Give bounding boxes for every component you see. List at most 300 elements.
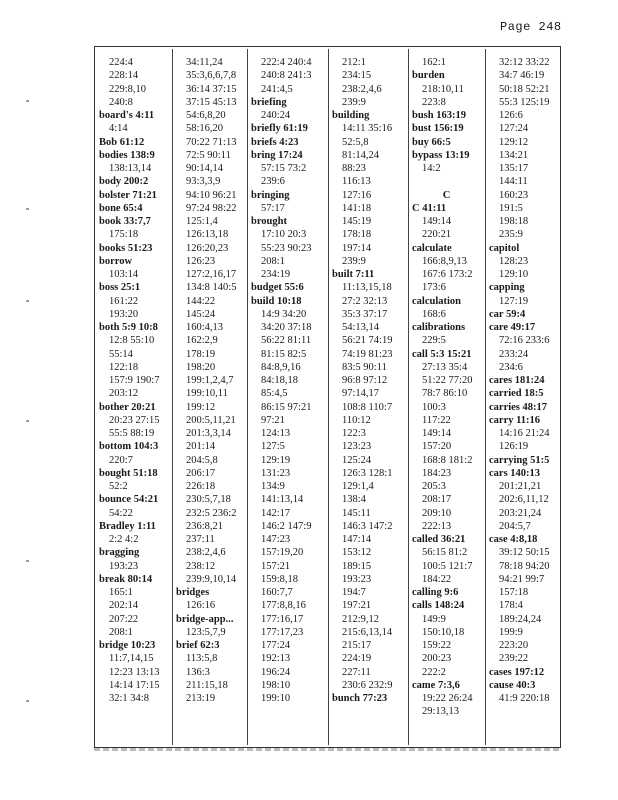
- index-reference: 208:1: [261, 255, 285, 267]
- index-reference: 232:5 236:2: [186, 507, 237, 519]
- index-reference: 85:4,5: [261, 388, 288, 400]
- index-reference: 12:8 55:10: [109, 335, 155, 347]
- index-reference: 209:10: [422, 507, 452, 519]
- index-reference: 198:18: [499, 216, 529, 227]
- index-reference: 208:1: [109, 626, 133, 638]
- index-reference: 213:19: [186, 693, 216, 704]
- index-reference: 165:1: [109, 587, 133, 598]
- index-frame: [94, 46, 561, 748]
- index-reference: 205:3: [422, 481, 446, 492]
- index-reference: 57:17: [261, 202, 285, 214]
- index-reference: 218:10,11: [422, 83, 464, 95]
- index-term: bridges: [176, 587, 210, 598]
- index-term: bypass 13:19: [412, 149, 470, 161]
- index-term: bodies 138:9: [99, 149, 155, 161]
- index-term: bunch 77:23: [332, 693, 388, 704]
- index-reference: 142:17: [261, 507, 291, 519]
- index-term: both 5:9 10:8: [99, 322, 158, 333]
- index-reference: 241:4,5: [261, 83, 293, 95]
- index-reference: 227:11: [342, 666, 371, 678]
- index-reference: 55:3 125:19: [499, 96, 550, 108]
- index-reference: 84:8,9,16: [261, 361, 301, 373]
- index-reference: 32:12 33:22: [499, 57, 550, 68]
- index-reference: 223:20: [499, 640, 529, 651]
- index-term: build 10:18: [251, 295, 302, 307]
- index-reference: 177:8,8,16: [261, 600, 306, 612]
- index-term: briefing: [251, 96, 287, 108]
- index-reference: 239:9: [342, 96, 366, 108]
- index-reference: 123:23: [342, 441, 372, 453]
- index-reference: 41:9 220:18: [499, 693, 550, 704]
- index-reference: 14:2: [422, 163, 441, 174]
- index-reference: 36:14 37:15: [186, 83, 237, 95]
- index-reference: 178:4: [499, 600, 523, 612]
- index-reference: 94:21 99:7: [499, 573, 545, 585]
- index-reference: 150:10,18: [422, 626, 465, 638]
- scan-speck: [26, 100, 29, 102]
- index-term: bother 20:21: [99, 401, 156, 413]
- index-term: book 33:7,7: [99, 216, 151, 227]
- index-reference: 184:23: [422, 467, 452, 479]
- index-reference: 160:23: [499, 189, 529, 201]
- index-reference: 37:15 45:13: [186, 96, 237, 108]
- index-term: bust 156:19: [412, 123, 464, 135]
- index-reference: 162:1: [422, 57, 446, 68]
- index-reference: 11:7,14,15: [109, 653, 154, 665]
- index-reference: 19:22 26:24: [422, 693, 473, 704]
- index-reference: 157:18: [499, 587, 529, 598]
- index-reference: 58:16,20: [186, 123, 224, 135]
- index-reference: 127:2,16,17: [186, 269, 237, 280]
- index-term: briefs 4:23: [251, 136, 299, 148]
- index-term: Bob 61:12: [99, 136, 145, 148]
- index-reference: 78:18 94:20: [499, 560, 550, 572]
- index-reference: 88:23: [342, 163, 366, 174]
- index-term: bush 163:19: [412, 110, 466, 121]
- index-reference: 149:9: [422, 613, 446, 625]
- index-reference: 161:22: [109, 295, 139, 307]
- index-term: Bradley 1:11: [99, 520, 156, 532]
- index-reference: 128:23: [499, 255, 529, 267]
- index-reference: 234:19: [261, 269, 291, 280]
- index-reference: 12:23 13:13: [109, 666, 160, 678]
- index-term: cause 40:3: [489, 679, 536, 691]
- index-reference: 201:3,3,14: [186, 428, 231, 439]
- index-reference: 199:12: [186, 401, 216, 413]
- index-term: calls 148:24: [412, 600, 465, 612]
- index-reference: 173:6: [422, 282, 446, 294]
- page-number: Page 248: [500, 20, 562, 34]
- index-reference: 93:3,3,9: [186, 176, 221, 188]
- index-reference: 136:3: [186, 666, 210, 678]
- index-term: capping: [489, 282, 525, 294]
- index-reference: 189:15: [342, 560, 372, 572]
- index-term: carries 48:17: [489, 401, 548, 413]
- index-reference: 110:12: [342, 414, 371, 426]
- index-term: bounce 54:21: [99, 494, 159, 506]
- index-term: called 36:21: [412, 534, 466, 545]
- index-reference: 167:6 173:2: [422, 269, 473, 280]
- index-reference: 124:13: [261, 428, 291, 439]
- index-reference: 127:24: [499, 123, 529, 135]
- index-reference: 126:6: [499, 110, 523, 121]
- index-term: bridge-app...: [176, 613, 234, 625]
- index-reference: 97:24 98:22: [186, 202, 237, 214]
- index-reference: 175:18: [109, 229, 139, 241]
- index-reference: 100:5 121:7: [422, 560, 473, 572]
- index-reference: 222:4 240:4: [261, 57, 312, 68]
- scan-speck: [26, 420, 29, 422]
- index-reference: 226:18: [186, 481, 216, 492]
- index-term: carried 18:5: [489, 388, 544, 400]
- index-term: case 4:8,18: [489, 534, 538, 545]
- index-reference: 90:14,14: [186, 163, 224, 174]
- index-term: brief 62:3: [176, 640, 220, 651]
- index-reference: 134:9: [261, 481, 285, 492]
- index-columns: [95, 47, 560, 747]
- index-reference: 239:9,10,14: [186, 573, 237, 585]
- index-term: call 5:3 15:21: [412, 348, 472, 360]
- index-reference: 240:24: [261, 110, 291, 121]
- index-reference: 135:17: [499, 163, 529, 174]
- index-term: bring 17:24: [251, 149, 303, 161]
- index-reference: 97:21: [261, 414, 285, 426]
- section-letter: C: [442, 189, 451, 201]
- index-reference: 126:19: [499, 441, 529, 453]
- index-reference: 177:24: [261, 640, 291, 651]
- index-reference: 204:5,8: [186, 454, 218, 466]
- index-reference: 126:16: [186, 600, 216, 612]
- index-reference: 56:21 74:19: [342, 335, 393, 347]
- index-reference: 34:20 37:18: [261, 322, 312, 333]
- index-reference: 51:22 77:20: [422, 375, 473, 386]
- index-reference: 212:9,12: [342, 613, 380, 625]
- index-reference: 199:10,11: [186, 388, 228, 400]
- index-reference: 160:4,13: [186, 322, 224, 333]
- index-reference: 141:18: [342, 202, 372, 214]
- index-column-4: [328, 47, 408, 747]
- index-reference: 198:20: [186, 361, 216, 373]
- index-term: car 59:4: [489, 308, 526, 320]
- index-reference: 86:15 97:21: [261, 401, 312, 413]
- index-reference: 17:10 20:3: [261, 229, 307, 241]
- index-term: cares 181:24: [489, 375, 545, 386]
- index-reference: 55:14: [109, 348, 133, 360]
- index-reference: 192:13: [261, 653, 291, 665]
- index-reference: 14:11 35:16: [342, 123, 393, 135]
- scan-speck: [26, 300, 29, 302]
- index-reference: 2:2 4:2: [109, 534, 139, 545]
- index-reference: 146:3 147:2: [342, 520, 393, 532]
- index-reference: 240:8 241:3: [261, 70, 312, 82]
- index-reference: 178:18: [342, 229, 372, 241]
- index-reference: 193:20: [109, 308, 139, 320]
- index-term: board's 4:11: [99, 110, 155, 121]
- index-term: calling 9:6: [412, 587, 459, 598]
- index-reference: 141:13,14: [261, 494, 304, 506]
- index-reference: 14:14 17:15: [109, 679, 160, 691]
- index-reference: 81:15 82:5: [261, 348, 307, 360]
- index-term: cases 197:12: [489, 666, 545, 678]
- index-term: bolster 71:21: [99, 189, 157, 201]
- index-term: bottom 104:3: [99, 441, 159, 453]
- index-term: calculation: [412, 295, 461, 307]
- index-reference: 200:23: [422, 653, 452, 665]
- index-reference: 131:23: [261, 467, 291, 479]
- index-term: capitol: [489, 242, 520, 254]
- index-reference: 108:8 110:7: [342, 401, 393, 413]
- index-reference: 125:1,4: [186, 216, 218, 227]
- index-reference: 97:14,17: [342, 388, 380, 400]
- index-reference: 204:5,7: [499, 520, 531, 532]
- index-reference: 56:22 81:11: [261, 335, 312, 347]
- index-term: briefly 61:19: [251, 123, 308, 135]
- index-term: borrow: [99, 255, 133, 267]
- index-reference: 234:15: [342, 70, 372, 82]
- index-reference: 238:2,4,6: [186, 547, 226, 559]
- index-term: calibrations: [412, 322, 466, 333]
- index-reference: 116:13: [342, 176, 371, 188]
- index-reference: 144:11: [499, 176, 528, 188]
- scan-speck: [26, 560, 29, 562]
- index-reference: 126:13,18: [186, 229, 229, 241]
- index-term: bought 51:18: [99, 467, 158, 479]
- index-reference: 239:6: [261, 176, 285, 188]
- index-reference: 197:21: [342, 600, 372, 612]
- index-reference: 96:8 97:12: [342, 375, 388, 386]
- index-reference: 199:1,2,4,7: [186, 375, 234, 386]
- index-reference: 11:13,15,18: [342, 282, 392, 294]
- index-term: C 41:11: [412, 202, 447, 214]
- index-reference: 35:3 37:17: [342, 308, 388, 320]
- index-reference: 212:1: [342, 57, 366, 68]
- index-reference: 149:14: [422, 216, 452, 227]
- index-column-1: [95, 47, 172, 747]
- index-reference: 157:9 190:7: [109, 375, 160, 386]
- index-reference: 138:13,14: [109, 163, 152, 174]
- index-reference: 230:6 232:9: [342, 679, 393, 691]
- index-reference: 4:14: [109, 123, 128, 135]
- index-reference: 168:6: [422, 308, 446, 320]
- index-reference: 194:7: [342, 587, 366, 598]
- index-reference: 206:17: [186, 467, 216, 479]
- index-reference: 127:5: [261, 441, 285, 453]
- index-term: break 80:14: [99, 573, 153, 585]
- index-reference: 160:7,7: [261, 587, 293, 598]
- index-term: came 7:3,6: [412, 679, 460, 691]
- index-term: care 49:17: [489, 322, 536, 333]
- index-reference: 70:22 71:13: [186, 136, 237, 148]
- index-term: body 200:2: [99, 176, 149, 188]
- index-reference: 126:23: [186, 255, 216, 267]
- index-reference: 193:23: [342, 573, 372, 585]
- index-reference: 233:24: [499, 348, 529, 360]
- index-reference: 50:18 52:21: [499, 83, 550, 95]
- index-reference: 134:21: [499, 149, 529, 161]
- index-term: bridge 10:23: [99, 640, 156, 651]
- index-reference: 202:6,11,12: [499, 494, 549, 506]
- index-reference: 81:14,24: [342, 149, 380, 161]
- index-reference: 237:11: [186, 534, 215, 545]
- index-term: bringing: [251, 189, 290, 201]
- index-reference: 55:5 88:19: [109, 428, 155, 439]
- index-reference: 55:23 90:23: [261, 242, 312, 254]
- index-term: building: [332, 110, 370, 121]
- index-reference: 83:5 90:11: [342, 361, 387, 373]
- index-reference: 14:16 21:24: [499, 428, 550, 439]
- index-reference: 14:9 34:20: [261, 308, 307, 320]
- index-reference: 239:22: [499, 653, 529, 665]
- index-term: bragging: [99, 547, 140, 559]
- index-reference: 39:12 50:15: [499, 547, 550, 559]
- index-reference: 230:5,7,18: [186, 494, 231, 506]
- index-reference: 123:5,7,9: [186, 626, 226, 638]
- index-reference: 200:5,11,21: [186, 414, 236, 426]
- index-reference: 54:13,14: [342, 322, 380, 333]
- index-reference: 238:12: [186, 560, 216, 572]
- index-reference: 234:6: [499, 361, 523, 373]
- index-reference: 125:24: [342, 454, 372, 466]
- index-reference: 32:1 34:8: [109, 693, 149, 704]
- index-reference: 144:22: [186, 295, 216, 307]
- index-reference: 153:12: [342, 547, 372, 559]
- index-reference: 149:14: [422, 428, 452, 439]
- index-reference: 145:11: [342, 507, 371, 519]
- index-reference: 235:9: [499, 229, 523, 241]
- index-reference: 122:3: [342, 428, 366, 439]
- index-reference: 129:1,4: [342, 481, 374, 492]
- index-reference: 166:8,9,13: [422, 255, 467, 267]
- index-term: burden: [412, 70, 445, 82]
- index-reference: 215:17: [342, 640, 372, 651]
- index-reference: 34:11,24: [186, 57, 223, 68]
- index-reference: 94:10 96:21: [186, 189, 237, 201]
- scan-bottom-edge: [94, 748, 561, 751]
- index-reference: 145:19: [342, 216, 372, 227]
- index-term: carrying 51:5: [489, 454, 550, 466]
- index-reference: 129:19: [261, 454, 291, 466]
- index-reference: 20:23 27:15: [109, 414, 160, 426]
- scan-speck: [26, 700, 29, 702]
- index-reference: 236:8,21: [186, 520, 224, 532]
- index-reference: 145:24: [186, 308, 216, 320]
- index-reference: 113:5,8: [186, 653, 218, 665]
- index-reference: 54:22: [109, 507, 133, 519]
- index-reference: 34:7 46:19: [499, 70, 545, 82]
- index-reference: 201:21,21: [499, 481, 542, 492]
- index-reference: 220:7: [109, 454, 133, 466]
- index-reference: 202:14: [109, 600, 139, 612]
- index-reference: 157:20: [422, 441, 452, 453]
- scan-speck: [26, 208, 29, 210]
- index-reference: 129:12: [499, 136, 529, 148]
- index-reference: 220:21: [422, 229, 452, 241]
- index-term: books 51:23: [99, 242, 153, 254]
- index-term: brought: [251, 216, 287, 227]
- index-reference: 52:2: [109, 481, 128, 492]
- index-reference: 177:17,23: [261, 626, 304, 638]
- index-reference: 229:5: [422, 335, 446, 347]
- index-reference: 193:23: [109, 560, 139, 572]
- index-reference: 84:18,18: [261, 375, 299, 386]
- index-term: calculate: [412, 242, 452, 254]
- index-reference: 57:15 73:2: [261, 163, 307, 174]
- index-reference: 162:2,9: [186, 335, 218, 347]
- index-reference: 127:19: [499, 295, 529, 307]
- index-reference: 27:2 32:13: [342, 295, 388, 307]
- index-reference: 29:13,13: [422, 706, 460, 718]
- index-reference: 147:14: [342, 534, 372, 545]
- index-reference: 239:9: [342, 255, 366, 267]
- index-column-2: [172, 47, 247, 747]
- index-term: bone 65:4: [99, 202, 143, 214]
- index-reference: 196:24: [261, 666, 291, 678]
- index-reference: 168:8 181:2: [422, 454, 473, 466]
- index-reference: 207:22: [109, 613, 139, 625]
- index-reference: 157:19,20: [261, 547, 304, 559]
- index-reference: 199:9: [499, 626, 523, 638]
- index-reference: 126:3 128:1: [342, 467, 393, 479]
- index-reference: 208:17: [422, 494, 452, 506]
- index-reference: 238:2,4,6: [342, 83, 382, 95]
- index-reference: 35:3,6,6,7,8: [186, 70, 237, 82]
- index-reference: 159:22: [422, 640, 452, 651]
- index-reference: 126:20,23: [186, 242, 229, 254]
- index-reference: 177:16,17: [261, 613, 304, 625]
- index-reference: 228:14: [109, 70, 139, 82]
- index-reference: 229:8,10: [109, 83, 147, 95]
- index-reference: 184:22: [422, 573, 452, 585]
- index-column-3: [247, 47, 328, 747]
- index-reference: 127:16: [342, 189, 372, 201]
- index-column-5: [408, 47, 485, 747]
- index-term: buy 66:5: [412, 136, 451, 148]
- index-term: built 7:11: [332, 269, 375, 280]
- index-reference: 203:21,24: [499, 507, 542, 519]
- index-reference: 189:24,24: [499, 613, 542, 625]
- index-reference: 178:19: [186, 348, 216, 360]
- index-reference: 56:15 81:2: [422, 547, 468, 559]
- index-reference: 122:18: [109, 361, 139, 373]
- index-reference: 222:13: [422, 520, 452, 532]
- index-reference: 72:16 233:6: [499, 335, 550, 347]
- index-reference: 100:3: [422, 401, 446, 413]
- index-reference: 215:6,13,14: [342, 626, 393, 638]
- index-reference: 198:10: [261, 679, 291, 691]
- index-reference: 147:23: [261, 534, 291, 545]
- index-reference: 224:19: [342, 653, 372, 665]
- index-term: carry 11:16: [489, 414, 541, 426]
- index-reference: 199:10: [261, 693, 291, 704]
- index-reference: 197:14: [342, 242, 372, 254]
- index-reference: 203:12: [109, 388, 139, 400]
- index-reference: 27:13 35:4: [422, 361, 468, 373]
- index-term: cars 140:13: [489, 467, 541, 479]
- index-reference: 103:14: [109, 269, 139, 280]
- index-reference: 74:19 81:23: [342, 348, 393, 360]
- index-reference: 223:8: [422, 96, 446, 108]
- index-reference: 240:8: [109, 96, 133, 108]
- index-reference: 138:4: [342, 494, 366, 506]
- index-reference: 78:7 86:10: [422, 388, 468, 400]
- index-term: budget 55:6: [251, 282, 304, 294]
- index-reference: 134:8 140:5: [186, 282, 237, 294]
- index-reference: 117:22: [422, 414, 451, 426]
- index-reference: 191:5: [499, 202, 523, 214]
- index-reference: 52:5,8: [342, 136, 369, 148]
- index-reference: 211:15,18: [186, 679, 228, 691]
- index-reference: 157:21: [261, 560, 291, 572]
